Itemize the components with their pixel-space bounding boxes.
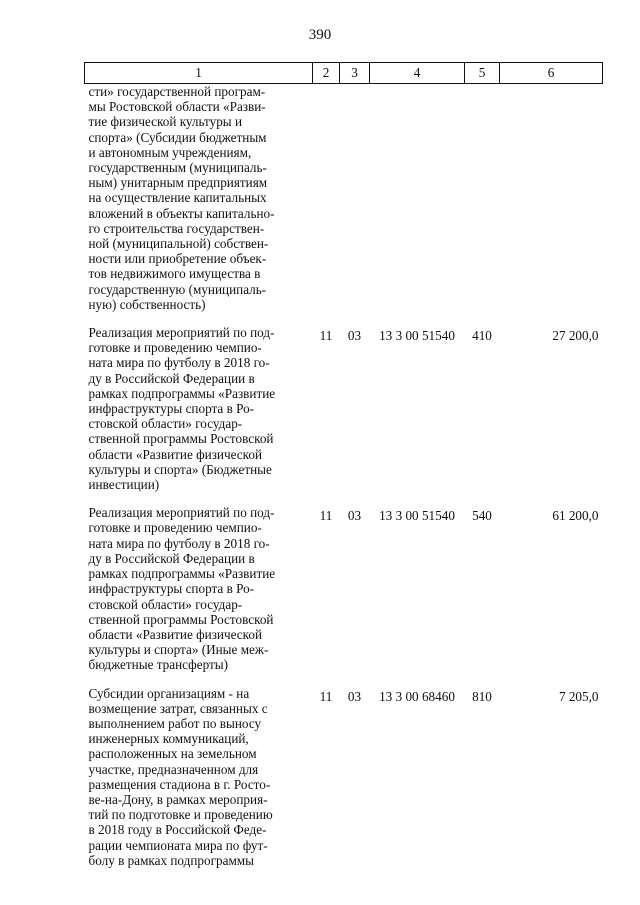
row-description [85, 686, 313, 868]
row-subsection: 03 [347, 688, 362, 704]
header-col-expense-type: 5 [465, 63, 500, 84]
desc-line: тий по подготовке и проведению [88, 807, 273, 823]
desc-line: инфраструктуры спорта в Ро- [88, 401, 255, 417]
desc-line: культуры и спорта» (Иные меж- [88, 642, 269, 658]
table-row [85, 686, 603, 868]
desc-line: ната мира по футболу в 2018 го- [88, 535, 270, 551]
desc-line: Реализация мероприятий по под- [88, 505, 275, 521]
row-description [85, 84, 313, 313]
desc-line: стовской области» государ- [88, 416, 243, 432]
row-expense-type [465, 84, 500, 313]
desc-line: ности или приобретение объек- [88, 251, 267, 267]
row-spacer [85, 673, 603, 686]
row-description [85, 325, 313, 492]
desc-line: готовке и проведению чемпио- [88, 520, 262, 536]
row-target-article: 13 3 00 68460 [379, 688, 455, 704]
table-row [85, 505, 603, 672]
desc-line: на осуществление капитальных [88, 190, 267, 206]
desc-line: и автономным учреждениям, [88, 144, 252, 160]
desc-line: бюджетные трансферты) [88, 657, 228, 673]
budget-table [84, 62, 603, 868]
desc-line: болу в рамках подпрограммы [88, 852, 254, 868]
desc-line: Реализация мероприятий по под- [88, 325, 275, 341]
desc-line: мы Ростовской области «Разви- [88, 99, 266, 115]
desc-line: расположенных на земельном [88, 746, 257, 762]
desc-line: рамках подпрограммы «Развитие [88, 566, 276, 582]
desc-line: ной (муниципальной) собствен- [88, 236, 269, 252]
row-amount [500, 84, 603, 313]
desc-line: инвестиции) [88, 477, 160, 493]
desc-line: ве-на-Дону, в рамках мероприя- [88, 791, 268, 807]
row-target-article: 13 3 00 51540 [379, 328, 455, 344]
row-section [313, 84, 340, 313]
row-spacer [85, 312, 603, 325]
desc-line: государственным (муниципаль- [88, 160, 267, 176]
header-col-amount: 6 [500, 63, 603, 84]
desc-line: государственную (муниципаль- [88, 281, 267, 297]
row-expense-type: 540 [472, 508, 492, 524]
desc-line: инфраструктуры спорта в Ро- [88, 581, 255, 597]
header-row [85, 63, 603, 84]
header-col-subsection: 3 [340, 63, 370, 84]
desc-line: готовке и проведению чемпио- [88, 340, 262, 356]
row-subsection: 03 [347, 508, 362, 524]
desc-line: в 2018 году в Российской Феде- [88, 822, 267, 838]
header-col-section: 2 [313, 63, 340, 84]
desc-line: сти» государственной програм- [88, 84, 266, 99]
desc-line: участке, предназначенном для [88, 761, 259, 777]
row-subsection [340, 84, 370, 313]
desc-line: спорта» (Субсидии бюджетным [88, 129, 267, 145]
header-col-description: 1 [85, 63, 313, 84]
desc-line: выполнением работ по выносу [88, 715, 262, 731]
row-description [85, 505, 313, 672]
row-section: 11 [319, 508, 333, 524]
desc-line: тие физической культуры и [88, 114, 243, 130]
row-section: 11 [319, 328, 333, 344]
desc-line: стовской области» государ- [88, 596, 243, 612]
page-number: 390 [308, 27, 332, 43]
desc-line: ната мира по футболу в 2018 го- [88, 355, 270, 371]
desc-line: возмещение затрат, связанных с [88, 700, 268, 716]
desc-line: рации чемпионата мира по фут- [88, 837, 268, 853]
desc-line: размещения стадиона в г. Росто- [88, 776, 271, 792]
row-spacer [85, 492, 603, 505]
desc-line: Субсидии организациям - на [88, 685, 250, 701]
desc-line: го строительства государствен- [88, 220, 265, 236]
row-target-article: 13 3 00 51540 [379, 508, 455, 524]
desc-line: ственной программы Ростовской [88, 611, 274, 627]
desc-line: ную) собственность) [88, 296, 206, 312]
row-subsection: 03 [347, 328, 362, 344]
row-amount: 61 200,0 [552, 508, 599, 524]
table-row [85, 325, 603, 492]
desc-line: ду в Российской Федерации в [88, 550, 255, 566]
desc-line: инженерных коммуникаций, [88, 731, 249, 747]
header-col-target-article: 4 [370, 63, 465, 84]
row-amount: 27 200,0 [552, 328, 599, 344]
row-expense-type: 810 [472, 688, 492, 704]
row-target-article [370, 84, 465, 313]
desc-line: вложений в объекты капитально- [88, 205, 275, 221]
desc-line: культуры и спорта» (Бюджетные [88, 461, 272, 477]
desc-line: рамках подпрограммы «Развитие [88, 385, 276, 401]
row-amount: 7 205,0 [558, 688, 599, 704]
desc-line: ду в Российской Федерации в [88, 370, 255, 386]
table-row [85, 84, 603, 313]
desc-line: области «Развитие физической [88, 446, 263, 462]
row-expense-type: 410 [472, 328, 492, 344]
desc-line: области «Развитие физической [88, 626, 263, 642]
desc-line: ственной программы Ростовской [88, 431, 274, 447]
desc-line: тов недвижимого имущества в [88, 266, 261, 282]
row-section: 11 [319, 688, 333, 704]
desc-line: ным) унитарным предприятиям [88, 175, 268, 191]
